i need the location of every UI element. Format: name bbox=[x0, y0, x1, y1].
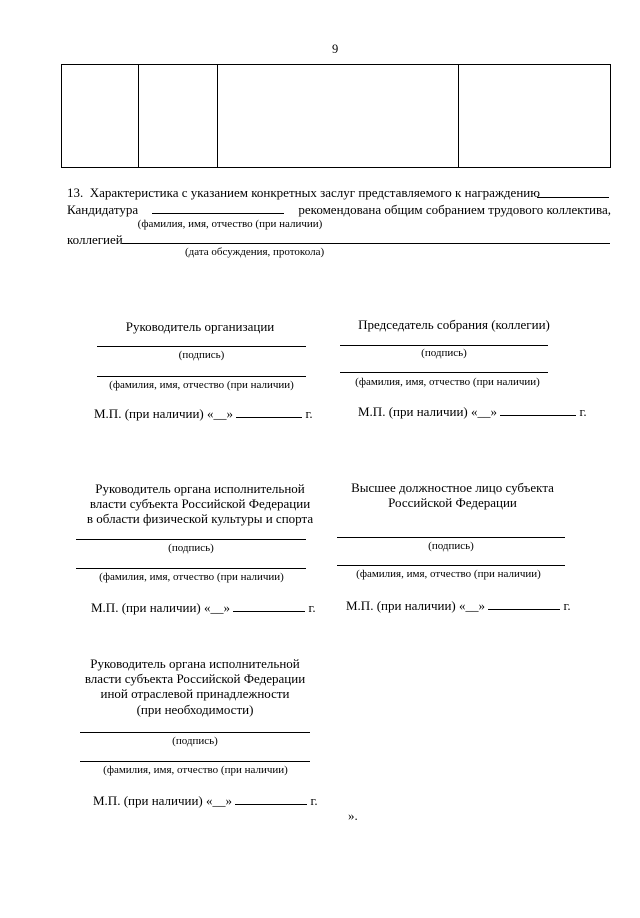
org-head-stamp-date bbox=[94, 405, 313, 422]
sport-authority-title-line-1: Руководитель органа исполнительной bbox=[95, 481, 305, 496]
sport-authority-fio-line bbox=[76, 568, 306, 569]
highest-official-title-line-2: Российской Федерации bbox=[388, 495, 517, 510]
date-blank bbox=[236, 405, 302, 418]
org-head-fio-line bbox=[97, 376, 306, 377]
date-blank bbox=[233, 599, 305, 612]
year-suffix: г. bbox=[563, 598, 571, 613]
meeting-chair-signature-line bbox=[340, 345, 548, 346]
sector-authority-title-line-2: власти субъекта Российской Федерации bbox=[84, 671, 306, 686]
year-suffix: г. bbox=[305, 406, 313, 421]
org-head-signature-caption: (подпись) bbox=[178, 349, 225, 361]
sector-authority-fio-caption: (фамилия, имя, отчество (при наличии) bbox=[103, 764, 288, 776]
table-divider bbox=[458, 65, 459, 167]
section-heading-text: Характеристика с указанием конкретных заслуг представляемого к награждению bbox=[89, 185, 540, 200]
table-divider bbox=[138, 65, 139, 167]
sport-authority-fio-caption: (фамилия, имя, отчество (при наличии) bbox=[99, 571, 284, 583]
stamp-prefix: М.П. (при наличии) «__» bbox=[358, 404, 498, 419]
meeting-chair-stamp-date bbox=[358, 403, 587, 420]
candidate-label: Кандидатура bbox=[67, 202, 139, 217]
candidate-row bbox=[67, 201, 611, 218]
sector-authority-title-line-3: иной отраслевой принадлежности bbox=[100, 686, 290, 701]
heading-blank-line bbox=[537, 197, 609, 198]
year-suffix: г. bbox=[310, 793, 318, 808]
stamp-prefix: М.П. (при наличии) «__» bbox=[93, 793, 233, 808]
board-blank-line bbox=[122, 243, 610, 244]
highest-official-fio-caption: (фамилия, имя, отчество (при наличии) bbox=[356, 568, 541, 580]
discussion-caption: (дата обсуждения, протокола) bbox=[185, 246, 325, 258]
year-suffix: г. bbox=[308, 600, 316, 615]
board-label: коллегией bbox=[67, 232, 123, 247]
org-head-signature-line bbox=[97, 346, 306, 347]
candidate-blank bbox=[152, 201, 284, 214]
sector-authority-signature-caption: (подпись) bbox=[172, 735, 218, 747]
sport-authority-signature-line bbox=[76, 539, 306, 540]
highest-official-signature-caption: (подпись) bbox=[428, 540, 474, 552]
sector-authority-signature-line bbox=[80, 732, 310, 733]
sector-authority-fio-line bbox=[80, 761, 310, 762]
sport-authority-title-line-2: власти субъекта Российской Федерации bbox=[89, 496, 311, 511]
section-13-heading bbox=[67, 185, 540, 201]
sector-authority-stamp-date bbox=[93, 792, 318, 809]
stamp-prefix: М.П. (при наличии) «__» bbox=[346, 598, 486, 613]
sport-authority-title-line-3: в области физической культуры и спорта bbox=[86, 511, 314, 526]
sector-authority-title-line-4: (при необходимости) bbox=[136, 702, 254, 717]
org-head-fio-caption: (фамилия, имя, отчество (при наличии) bbox=[109, 379, 294, 391]
sport-authority-stamp-date bbox=[91, 599, 316, 616]
date-blank bbox=[235, 792, 307, 805]
recommended-text: рекомендована общим собранием трудового коллектива, bbox=[298, 202, 611, 217]
sector-authority-title-line-1: Руководитель органа исполнительной bbox=[90, 656, 300, 671]
date-blank bbox=[500, 403, 576, 416]
highest-official-title-line-1: Высшее должностное лицо субъекта bbox=[351, 480, 554, 495]
sport-authority-signature-caption: (подпись) bbox=[168, 542, 214, 554]
meeting-chair-title: Председатель собрания (коллегии) bbox=[358, 317, 550, 332]
candidate-fio-caption: (фамилия, имя, отчество (при наличии) bbox=[137, 218, 323, 230]
closing-mark: ». bbox=[348, 808, 358, 823]
section-number: 13. bbox=[67, 185, 84, 200]
highest-official-fio-line bbox=[337, 565, 565, 566]
meeting-chair-signature-caption: (подпись) bbox=[421, 347, 467, 359]
highest-official-stamp-date bbox=[346, 597, 571, 614]
stamp-prefix: М.П. (при наличии) «__» bbox=[91, 600, 231, 615]
org-head-title: Руководитель организации bbox=[125, 319, 275, 334]
meeting-chair-fio-caption: (фамилия, имя, отчество (при наличии) bbox=[355, 376, 540, 388]
table-divider bbox=[217, 65, 218, 167]
stamp-prefix: М.П. (при наличии) «__» bbox=[94, 406, 234, 421]
year-suffix: г. bbox=[579, 404, 587, 419]
meeting-chair-fio-line bbox=[340, 372, 548, 373]
table-fragment bbox=[61, 64, 611, 168]
page-number: 9 bbox=[332, 42, 339, 56]
highest-official-signature-line bbox=[337, 537, 565, 538]
date-blank bbox=[488, 597, 560, 610]
